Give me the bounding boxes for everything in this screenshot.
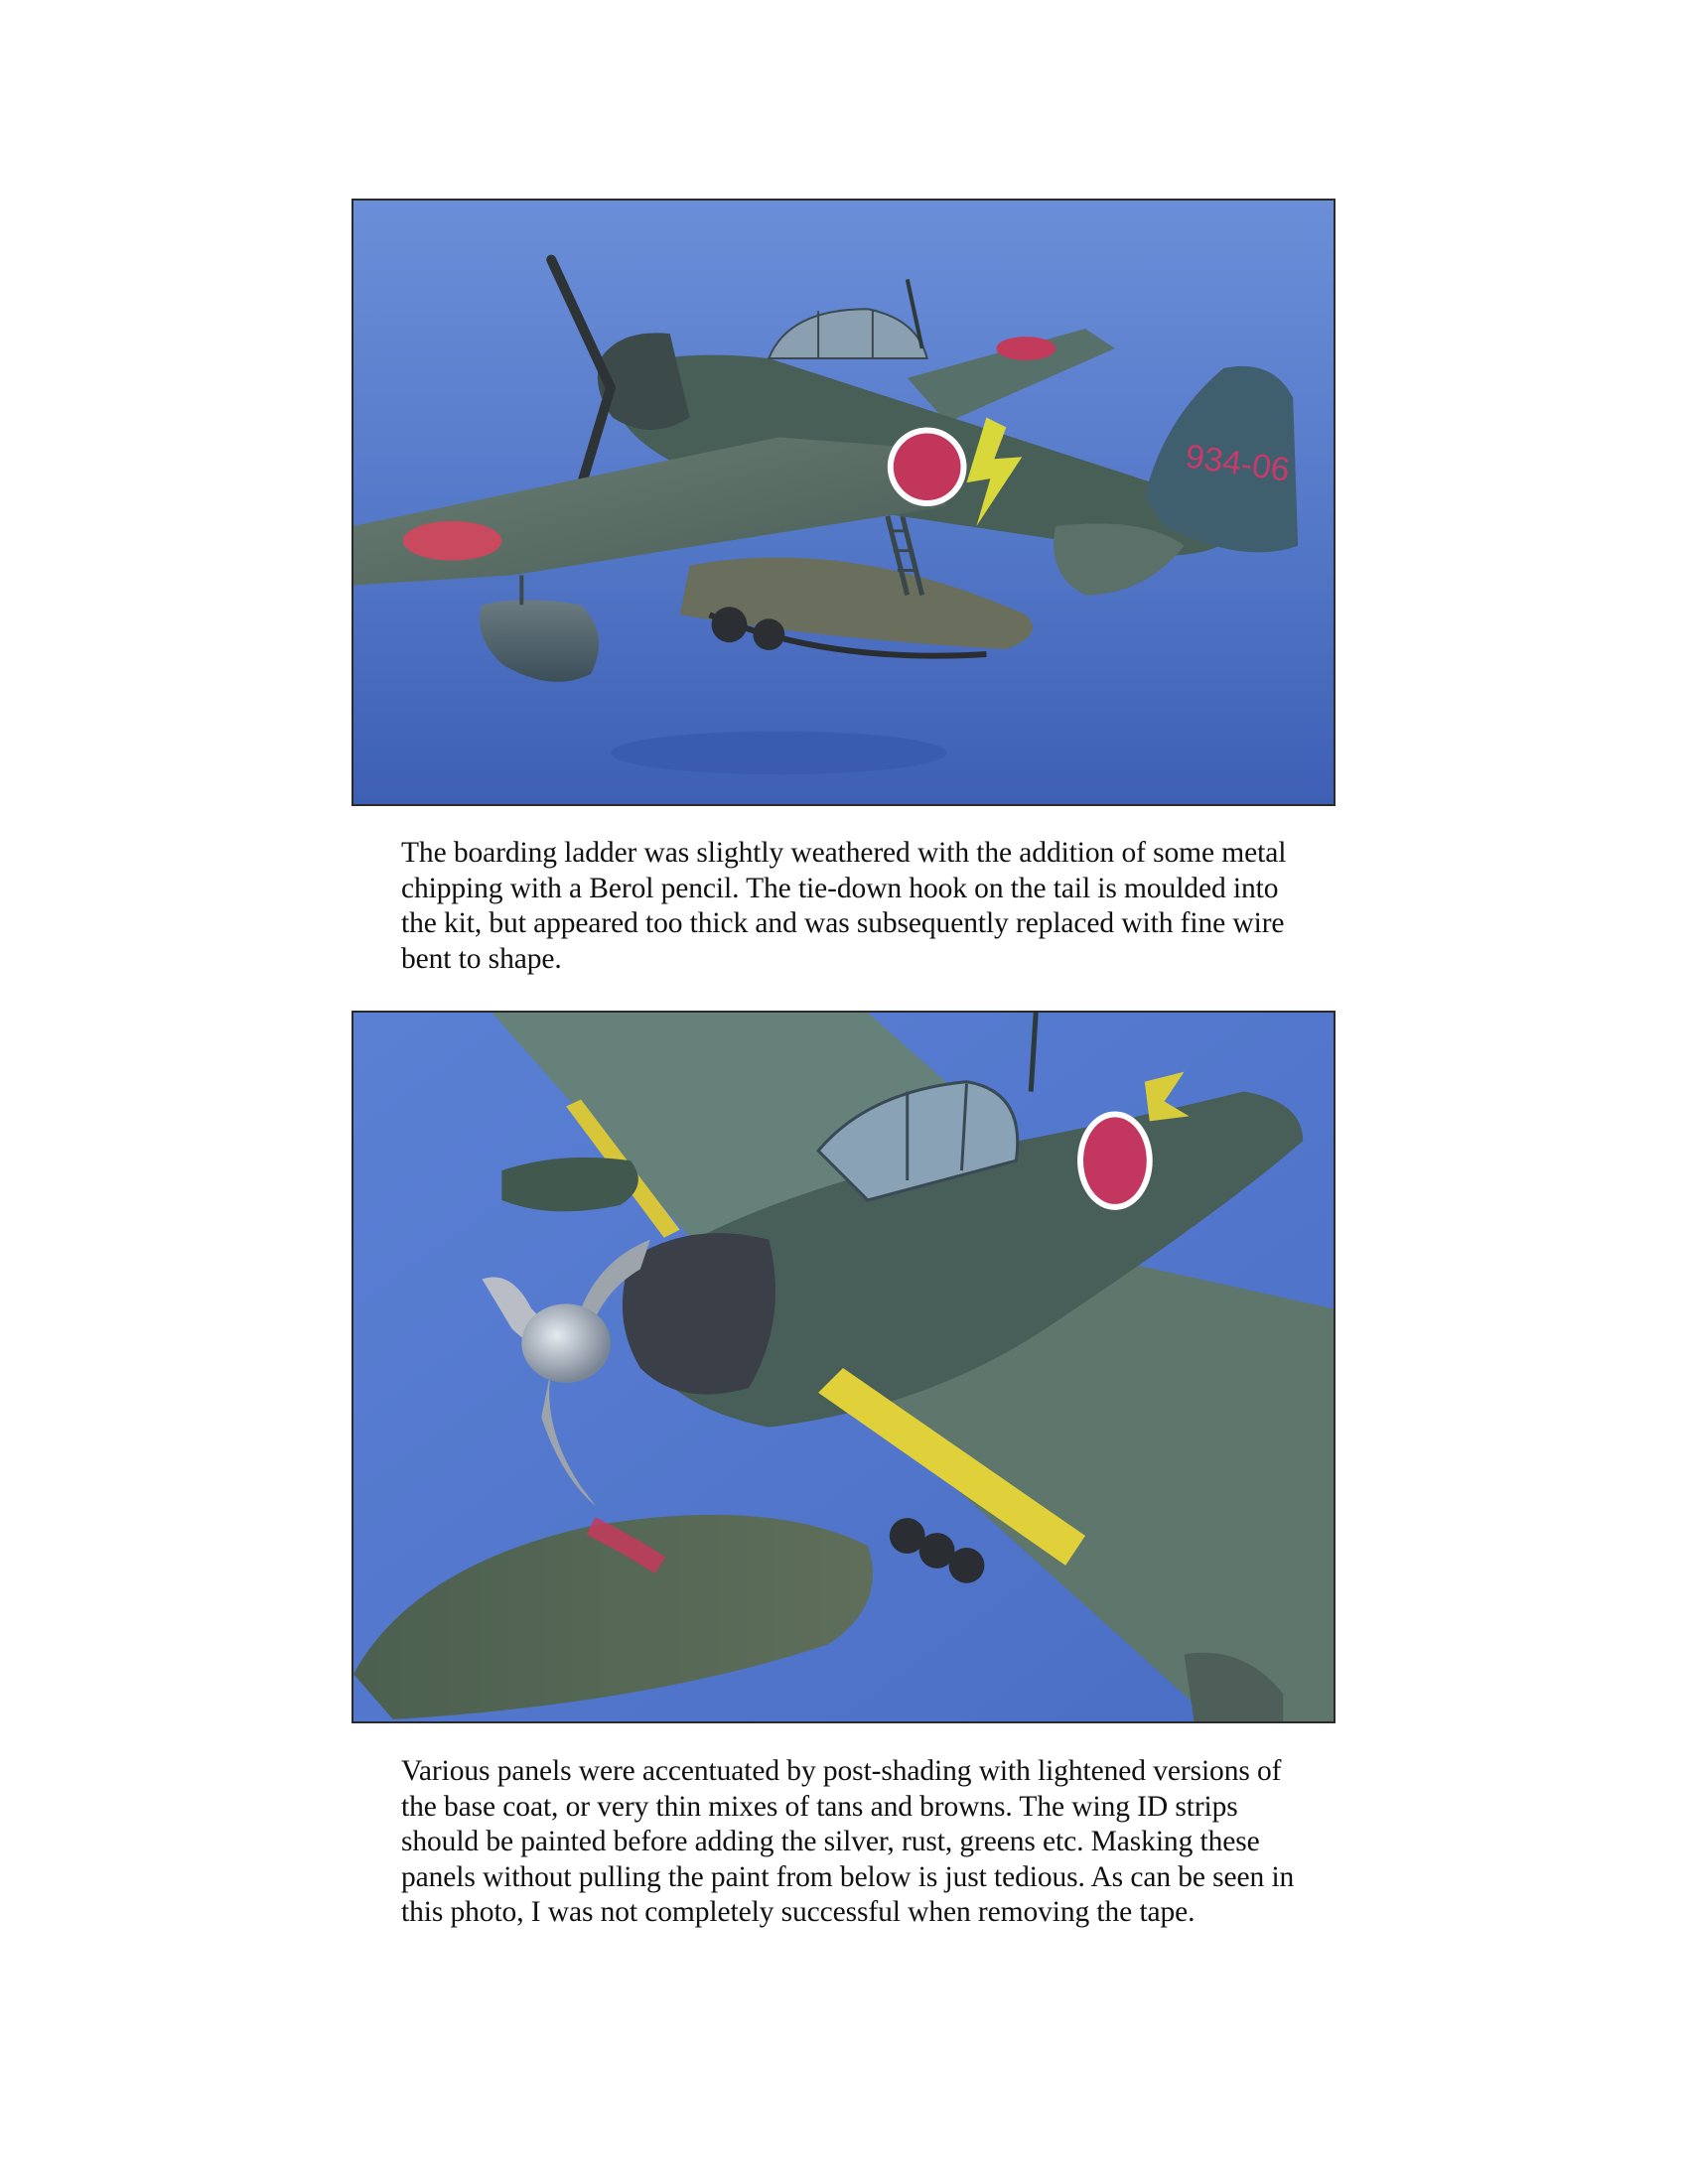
photo-seaplane-side-view <box>352 199 1336 806</box>
caption-post-shading: Various panels were accentuated by post-shading with lightened versions of the base coat, or very thin mixes of tans and browns. The wing ID strips should be painted before adding the silver, rust, greens etc. Masking these panels without pulling the paint from below is just tedious. As can be seen in this photo, I was not completely successful when removing the tape. <box>401 1755 1295 1928</box>
photo-seaplane-nose-view <box>352 1011 1336 1723</box>
photo-seaplane-nose-view-image <box>353 1013 1334 1721</box>
caption-boarding-ladder: The boarding ladder was slightly weathered with the addition of some metal chipping with a Berol pencil. The tie-down hook on the tail is moulded into the kit, but appeared too thick and was subsequently replaced with fine wire bent to shape. <box>401 837 1287 975</box>
tail-code: 934-06 <box>1183 437 1293 489</box>
photo-seaplane-side-view-image <box>353 201 1334 804</box>
